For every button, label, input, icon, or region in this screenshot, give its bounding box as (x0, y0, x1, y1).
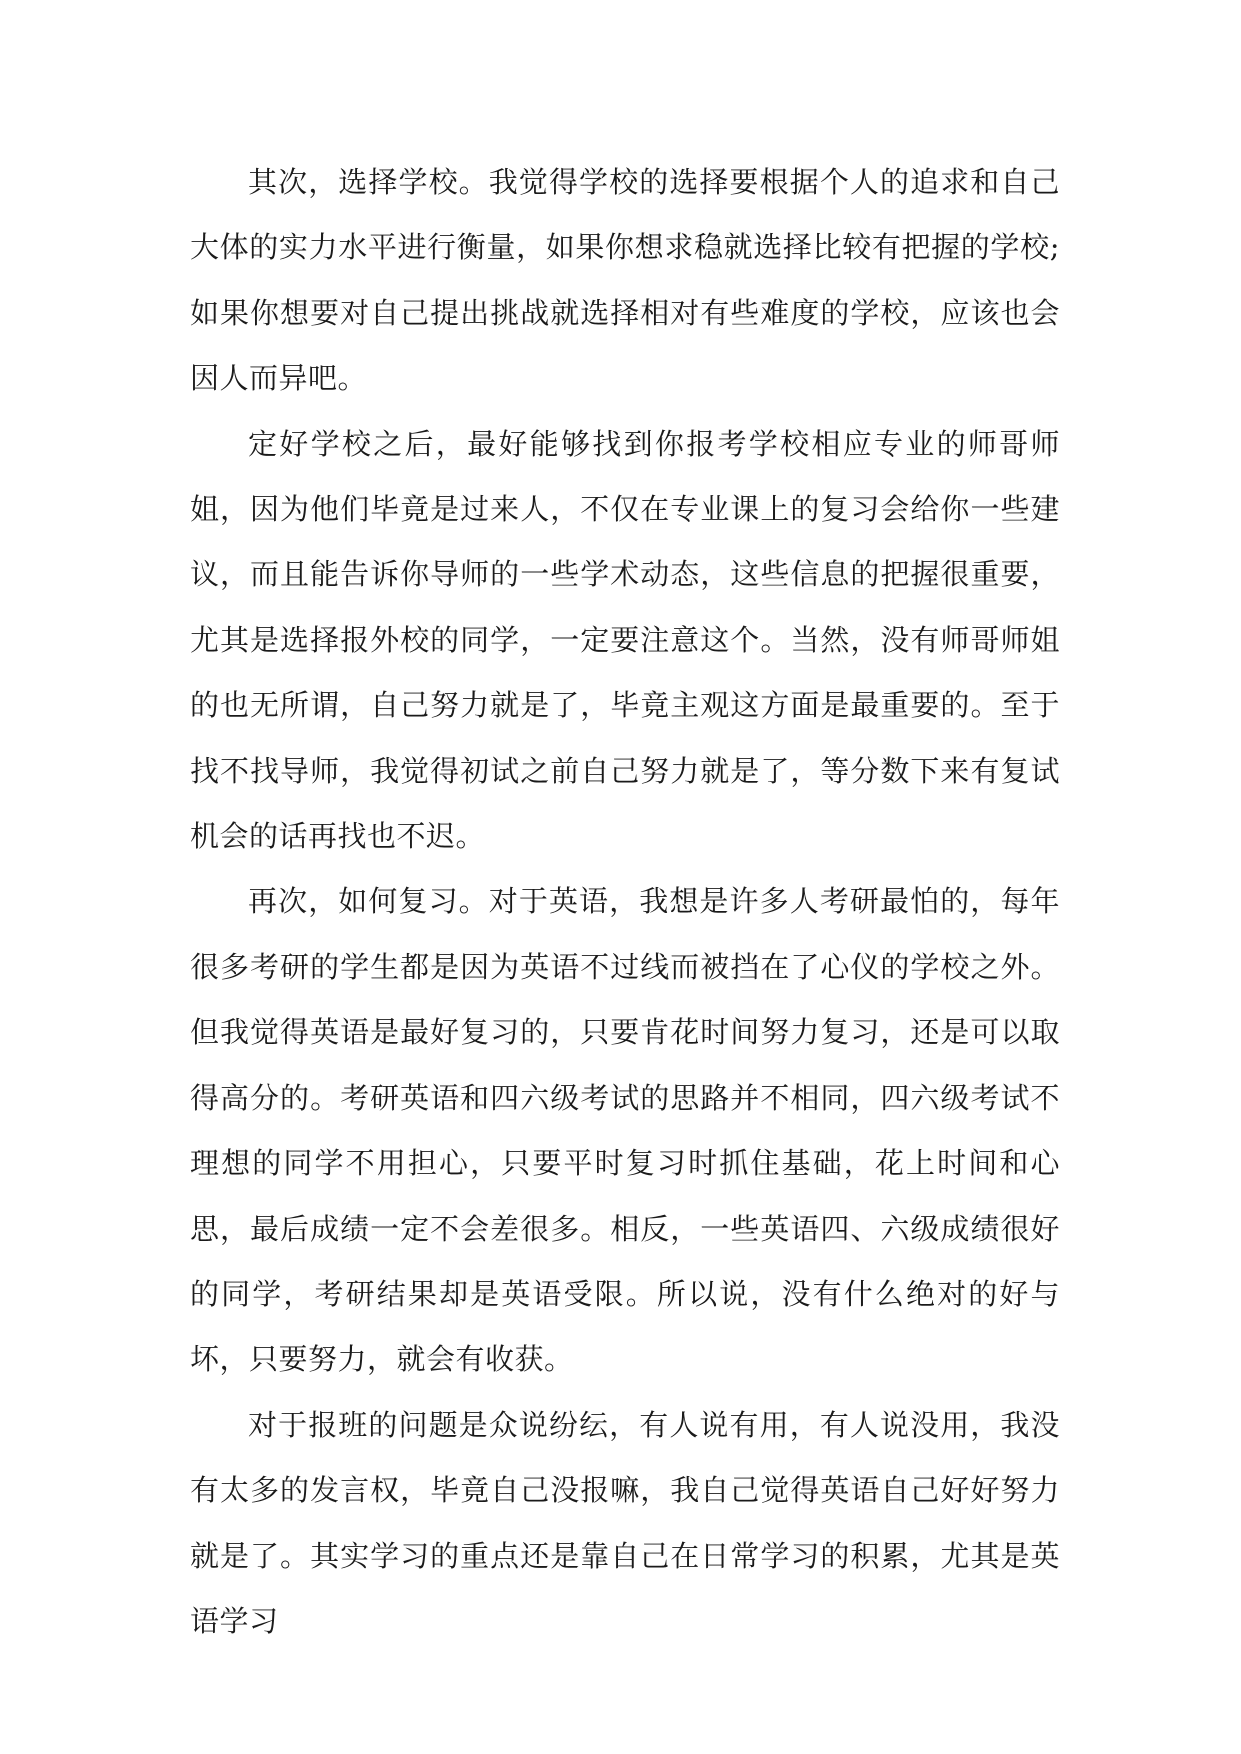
paragraph-find-seniors: 定好学校之后，最好能够找到你报考学校相应专业的师哥师姐，因为他们毕竟是过来人，不仅在专业课上的复习会给你一些建议，而且能告诉你导师的一些学术动态，这些信息的把握很重要，尤其是选择报外校的同学，一定要注意这个。当然，没有师哥师姐的也无所谓，自己努力就是了，毕竟主观这方面是最重要的。至于找不找导师，我觉得初试之前自己努力就是了，等分数下来有复试机会的话再找也不迟。 (190, 426, 1060, 854)
paragraph-choose-school: 其次，选择学校。我觉得学校的选择要根据个人的追求和自己大体的实力水平进行衡量，如果你想求稳就选择比较有把握的学校;如果你想要对自己提出挑战就选择相对有些难度的学校，应该也会因人而异吧。 (190, 165, 1060, 396)
paragraph-how-to-review: 再次，如何复习。对于英语，我想是许多人考研最怕的，每年很多考研的学生都是因为英语不过线而被挡在了心仪的学校之外。但我觉得英语是最好复习的，只要肯花时间努力复习，还是可以取得高分的。考研英语和四六级考试的思路并不相同，四六级考试不理想的同学不用担心，只要平时复习时抓住基础，花上时间和心思，最后成绩一定不会差很多。相反，一些英语四、六级成绩很好的同学，考研结果却是英语受限。所以说，没有什么绝对的好与坏，只要努力，就会有收获。 (190, 884, 1060, 1377)
paragraph-tutoring-classes: 对于报班的问题是众说纷纭，有人说有用，有人说没用，我没有太多的发言权，毕竟自己没报嘛，我自己觉得英语自己好好努力就是了。其实学习的重点还是靠自己在日常学习的积累，尤其是英语学习 (190, 1407, 1060, 1638)
document-body (190, 150, 1060, 1654)
